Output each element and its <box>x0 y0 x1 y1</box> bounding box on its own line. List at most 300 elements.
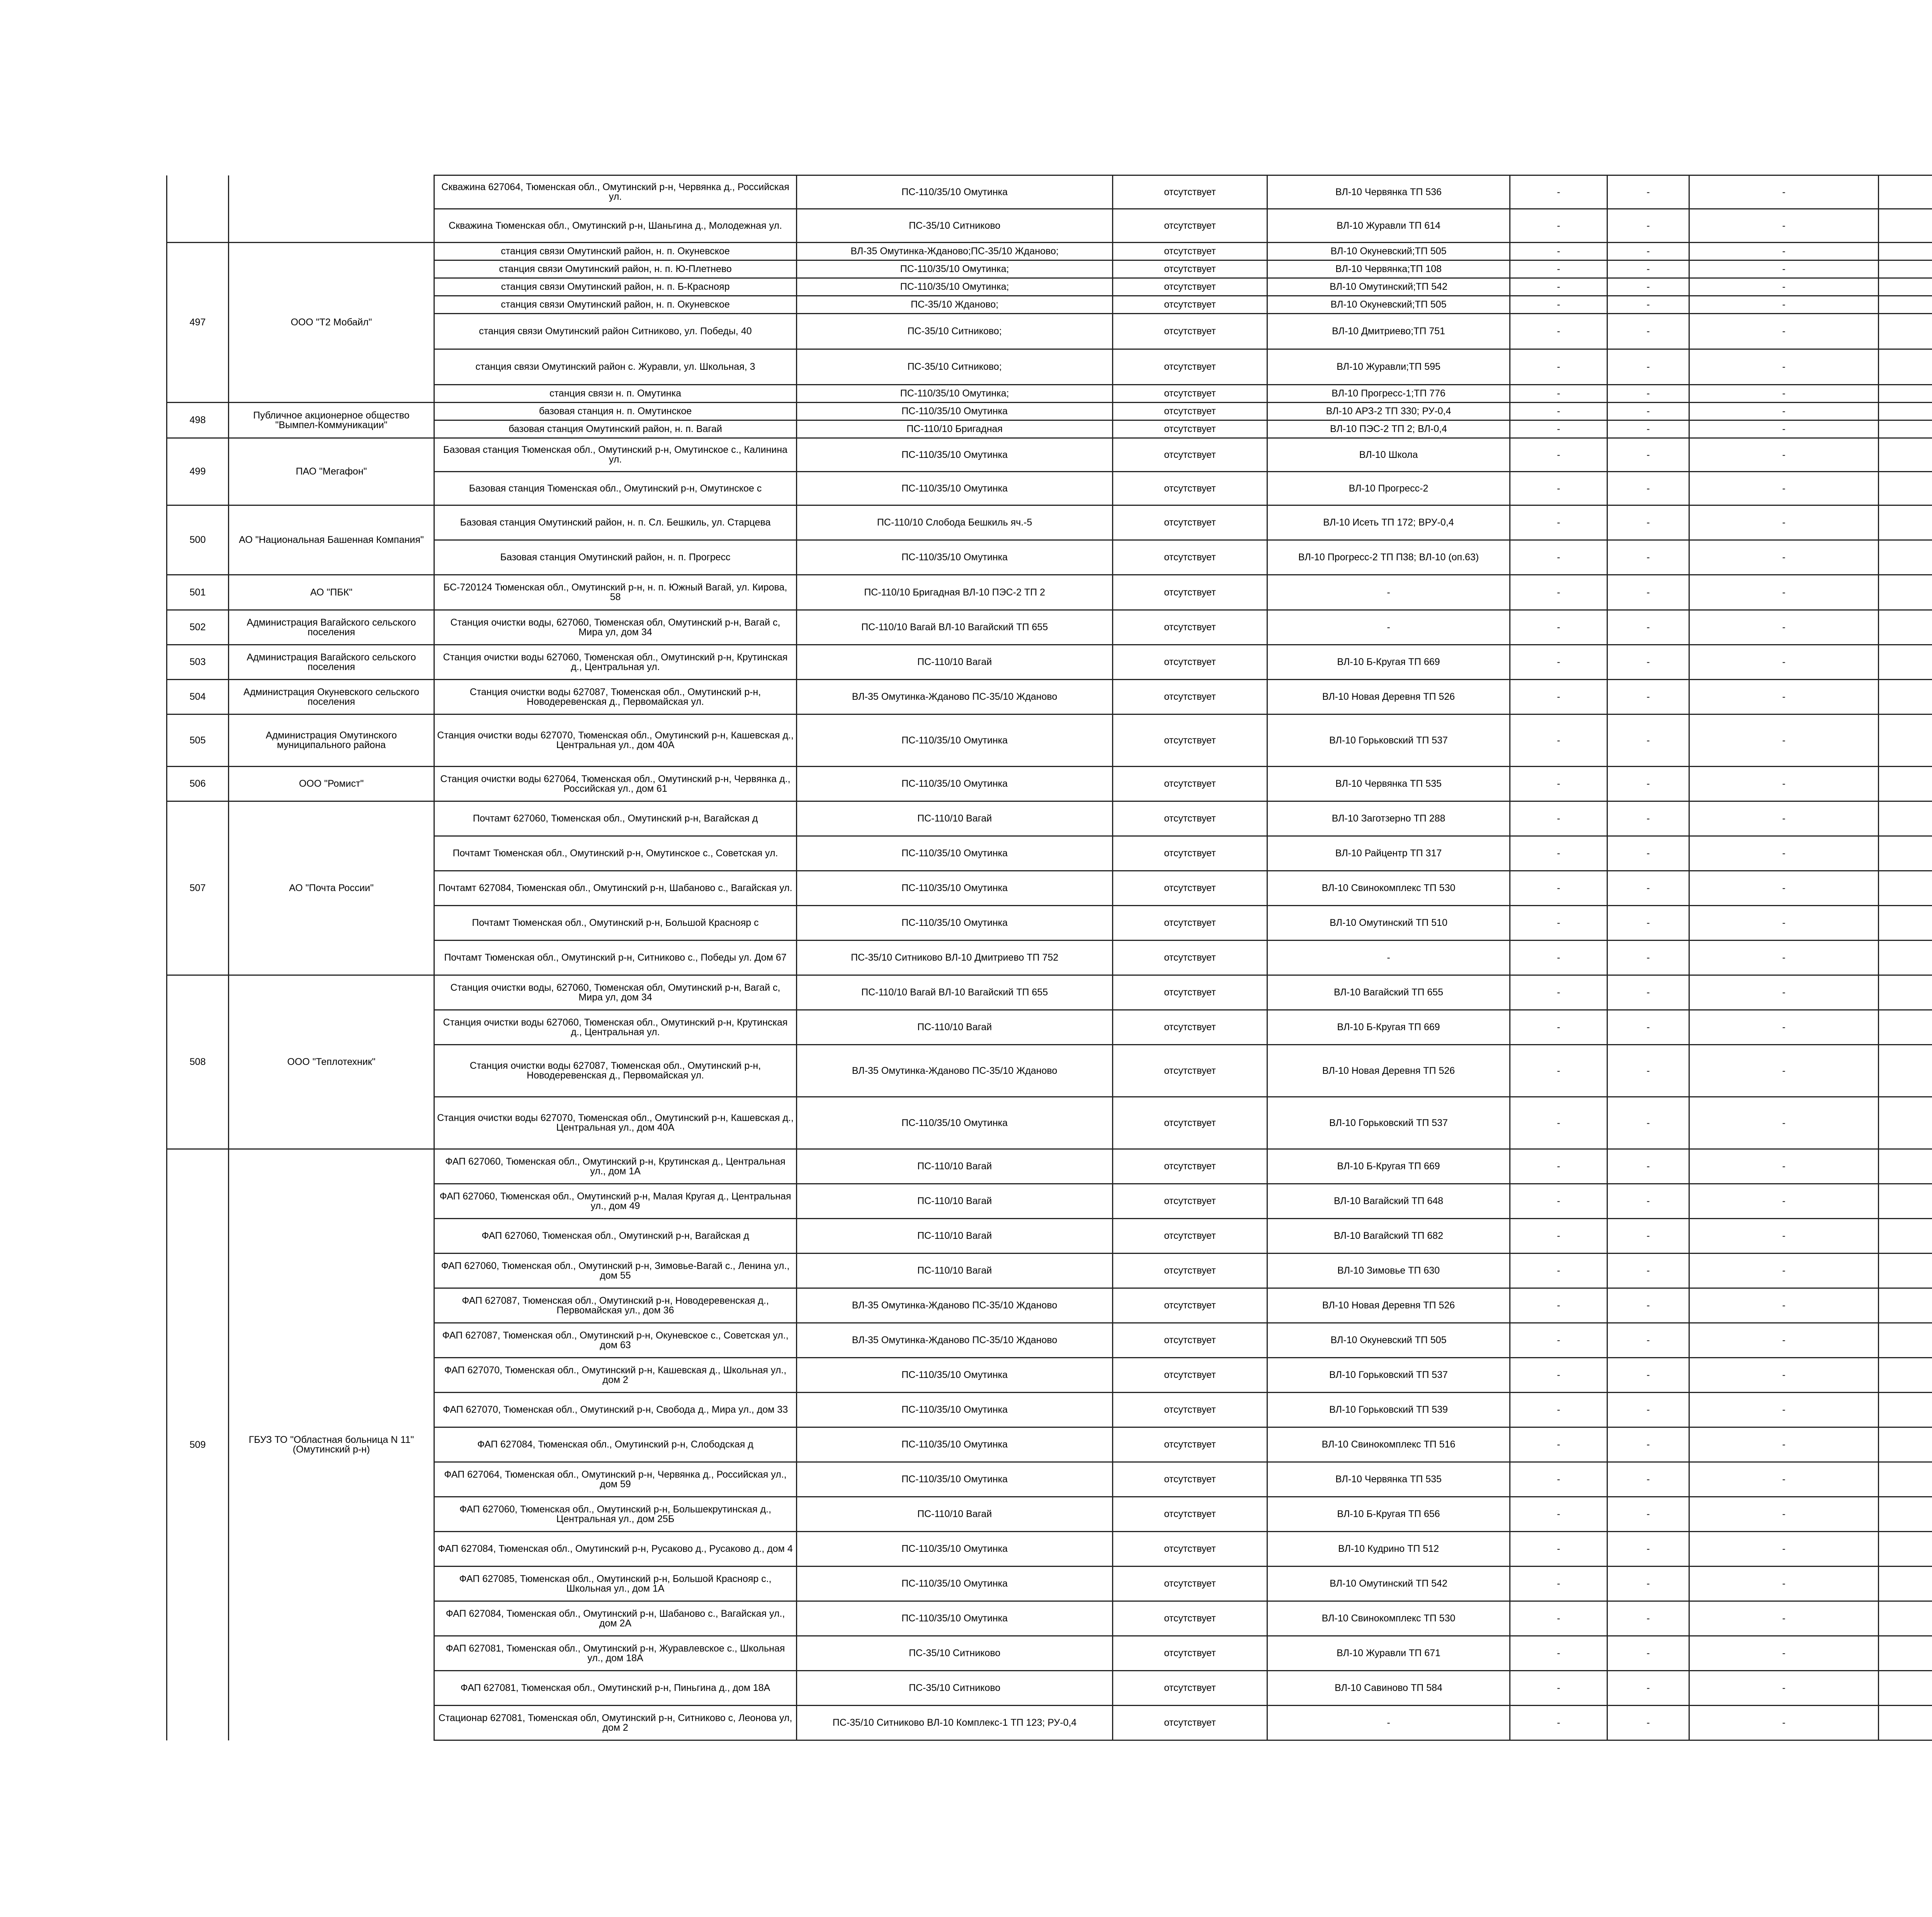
organization-cell: ООО "Ромист" <box>229 767 434 801</box>
supply-center-cell: ВЛ-35 Омутинка-Жданово ПС-35/10 Жданово <box>797 1323 1113 1358</box>
value-cell: - <box>1510 1323 1607 1358</box>
value-cell <box>1879 243 1932 260</box>
line-cell: ВЛ-10 Б-Кругая ТП 669 <box>1267 1149 1510 1184</box>
value-cell: - <box>1510 1184 1607 1219</box>
supply-center-cell: ПС-110/10 Вагай <box>797 1497 1113 1532</box>
row-number-cell: 500 <box>167 505 229 575</box>
value-cell <box>1879 472 1932 505</box>
supply-center-cell: ПС-110/10 Вагай <box>797 801 1113 836</box>
supply-center-cell: ПС-35/10 Ситниково; <box>797 349 1113 385</box>
line-cell: ВЛ-10 Прогресс-2 ТП П38; ВЛ-10 (оп.63) <box>1267 540 1510 575</box>
object-cell: ФАП 627064, Тюменская обл., Омутинский р-н, Червянка д., Российская ул., дом 59 <box>434 1462 797 1497</box>
absence-cell: отсутствует <box>1113 801 1267 836</box>
value-cell: - <box>1689 1254 1879 1288</box>
value-cell: - <box>1607 1671 1689 1706</box>
object-cell: Базовая станция Омутинский район, н. п. Прогресс <box>434 540 797 575</box>
line-cell: ВЛ-10 Б-Кругая ТП 669 <box>1267 645 1510 680</box>
value-cell: - <box>1510 1497 1607 1532</box>
value-cell <box>1879 1097 1932 1149</box>
absence-cell: отсутствует <box>1113 1358 1267 1393</box>
value-cell: - <box>1689 438 1879 472</box>
object-cell: базовая станция Омутинский район, н. п. Вагай <box>434 420 797 438</box>
line-cell: ВЛ-10 Омутинский ТП 510 <box>1267 906 1510 941</box>
row-number-cell: 509 <box>167 1149 229 1740</box>
value-cell: - <box>1607 314 1689 349</box>
value-cell <box>1879 209 1932 243</box>
absence-cell: отсутствует <box>1113 175 1267 209</box>
object-cell: Почтамт 627060, Тюменская обл., Омутинский р-н, Вагайская д <box>434 801 797 836</box>
value-cell: - <box>1607 941 1689 975</box>
value-cell: - <box>1510 1045 1607 1097</box>
value-cell <box>1879 505 1932 540</box>
table-row <box>167 610 1932 645</box>
value-cell: - <box>1689 1323 1879 1358</box>
line-cell: ВЛ-10 Кудрино ТП 512 <box>1267 1532 1510 1567</box>
value-cell <box>1879 403 1932 420</box>
row-number-cell: 503 <box>167 645 229 680</box>
organization-cell: Администрация Окуневского сельского поселения <box>229 680 434 714</box>
value-cell: - <box>1510 575 1607 610</box>
value-cell: - <box>1510 610 1607 645</box>
value-cell: - <box>1607 296 1689 314</box>
supply-center-cell: ПС-110/35/10 Омутинка <box>797 1601 1113 1636</box>
row-number-cell: 504 <box>167 680 229 714</box>
value-cell: - <box>1607 1706 1689 1740</box>
table-row <box>167 714 1932 767</box>
absence-cell: отсутствует <box>1113 260 1267 278</box>
value-cell: - <box>1510 1288 1607 1323</box>
object-cell: ФАП 627084, Тюменская обл., Омутинский р-н, Слободская д <box>434 1427 797 1462</box>
object-cell: Станция очистки воды 627060, Тюменская обл., Омутинский р-н, Крутинская д., Центральная ул. <box>434 645 797 680</box>
value-cell: - <box>1689 1184 1879 1219</box>
value-cell: - <box>1689 505 1879 540</box>
value-cell: - <box>1510 1254 1607 1288</box>
value-cell: - <box>1510 175 1607 209</box>
value-cell: - <box>1607 975 1689 1010</box>
organization-cell: ГБУЗ ТО "Областная больница N 11" (Омутинский р-н) <box>229 1149 434 1740</box>
object-cell: Станция очистки воды 627087, Тюменская обл., Омутинский р-н, Новодеревенская д., Первомайская ул. <box>434 680 797 714</box>
value-cell: - <box>1689 1497 1879 1532</box>
value-cell: - <box>1607 801 1689 836</box>
line-cell: ВЛ-10 Омутинский;ТП 542 <box>1267 278 1510 296</box>
value-cell: - <box>1607 260 1689 278</box>
row-number-cell: 502 <box>167 610 229 645</box>
supply-center-cell: ПС-35/10 Жданово; <box>797 296 1113 314</box>
table-body <box>167 175 1932 1740</box>
value-cell: - <box>1510 314 1607 349</box>
value-cell: - <box>1689 610 1879 645</box>
value-cell: - <box>1607 349 1689 385</box>
absence-cell: отсутствует <box>1113 1097 1267 1149</box>
supply-center-cell: ПС-35/10 Ситниково ВЛ-10 Комплекс-1 ТП 123; РУ-0,4 <box>797 1706 1113 1740</box>
absence-cell: отсутствует <box>1113 1010 1267 1045</box>
value-cell: - <box>1607 610 1689 645</box>
organization-cell: ПАО "Мегафон" <box>229 438 434 505</box>
value-cell <box>1879 680 1932 714</box>
value-cell <box>1879 1532 1932 1567</box>
line-cell: ВЛ-10 Журавли ТП 614 <box>1267 209 1510 243</box>
object-cell: ФАП 627081, Тюменская обл., Омутинский р-н, Журавлевское с., Школьная ул., дом 18А <box>434 1636 797 1671</box>
value-cell: - <box>1607 1532 1689 1567</box>
object-cell: ФАП 627060, Тюменская обл., Омутинский р-н, Вагайская д <box>434 1219 797 1254</box>
organization-cell: Администрация Вагайского сельского поселения <box>229 645 434 680</box>
data-table <box>166 175 1932 1741</box>
supply-center-cell: ПС-110/35/10 Омутинка; <box>797 385 1113 403</box>
line-cell: ВЛ-10 ПЭС-2 ТП 2; ВЛ-0,4 <box>1267 420 1510 438</box>
absence-cell: отсутствует <box>1113 1254 1267 1288</box>
absence-cell: отсутствует <box>1113 349 1267 385</box>
line-cell: ВЛ-10 Б-Кругая ТП 669 <box>1267 1010 1510 1045</box>
value-cell: - <box>1510 1671 1607 1706</box>
table-row <box>167 767 1932 801</box>
supply-center-cell: ПС-110/10 Вагай <box>797 1184 1113 1219</box>
supply-center-cell: ПС-35/10 Ситниково <box>797 209 1113 243</box>
value-cell <box>1879 1358 1932 1393</box>
value-cell: - <box>1607 1601 1689 1636</box>
absence-cell: отсутствует <box>1113 314 1267 349</box>
supply-center-cell: ВЛ-35 Омутинка-Жданово;ПС-35/10 Жданово; <box>797 243 1113 260</box>
value-cell: - <box>1510 385 1607 403</box>
value-cell: - <box>1689 209 1879 243</box>
value-cell: - <box>1510 801 1607 836</box>
absence-cell: отсутствует <box>1113 1497 1267 1532</box>
supply-center-cell: ПС-110/35/10 Омутинка <box>797 1532 1113 1567</box>
line-cell: ВЛ-10 Червянка ТП 535 <box>1267 1462 1510 1497</box>
object-cell: Почтамт 627084, Тюменская обл., Омутинский р-н, Шабаново с., Вагайская ул. <box>434 871 797 906</box>
supply-center-cell: ВЛ-35 Омутинка-Жданово ПС-35/10 Жданово <box>797 1045 1113 1097</box>
object-cell: ФАП 627070, Тюменская обл., Омутинский р-н, Свобода д., Мира ул., дом 33 <box>434 1393 797 1427</box>
supply-center-cell: ПС-110/10 Бригадная <box>797 420 1113 438</box>
object-cell: ФАП 627085, Тюменская обл., Омутинский р-н, Большой Краснояр с., Школьная ул., дом 1А <box>434 1567 797 1601</box>
object-cell: ФАП 627087, Тюменская обл., Омутинский р-н, Окуневское с., Советская ул., дом 63 <box>434 1323 797 1358</box>
value-cell: - <box>1510 1601 1607 1636</box>
value-cell: - <box>1689 349 1879 385</box>
absence-cell: отсутствует <box>1113 1219 1267 1254</box>
line-cell: ВЛ-10 Прогресс-1;ТП 776 <box>1267 385 1510 403</box>
absence-cell: отсутствует <box>1113 941 1267 975</box>
absence-cell: отсутствует <box>1113 438 1267 472</box>
organization-cell: Администрация Вагайского сельского поселения <box>229 610 434 645</box>
value-cell <box>1879 1323 1932 1358</box>
value-cell: - <box>1607 767 1689 801</box>
object-cell: Станция очистки воды, 627060, Тюменская обл, Омутинский р-н, Вагай с, Мира ул, дом 34 <box>434 610 797 645</box>
supply-center-cell: ПС-110/10 Вагай <box>797 1149 1113 1184</box>
value-cell: - <box>1510 1427 1607 1462</box>
value-cell: - <box>1607 645 1689 680</box>
line-cell: ВЛ-10 Дмитриево;ТП 751 <box>1267 314 1510 349</box>
table-row <box>167 243 1932 260</box>
object-cell: Почтамт Тюменская обл., Омутинский р-н, Омутинское с., Советская ул. <box>434 836 797 871</box>
absence-cell: отсутствует <box>1113 385 1267 403</box>
object-cell: Базовая станция Тюменская обл., Омутинский р-н, Омутинское с., Калинина ул. <box>434 438 797 472</box>
supply-center-cell: ПС-110/10 Вагай ВЛ-10 Вагайский ТП 655 <box>797 975 1113 1010</box>
row-number-cell: 506 <box>167 767 229 801</box>
supply-center-cell: ПС-110/10 Бригадная ВЛ-10 ПЭС-2 ТП 2 <box>797 575 1113 610</box>
value-cell: - <box>1607 438 1689 472</box>
value-cell: - <box>1689 420 1879 438</box>
value-cell: - <box>1607 472 1689 505</box>
value-cell: - <box>1607 540 1689 575</box>
value-cell: - <box>1607 1567 1689 1601</box>
organization-cell: Администрация Омутинского муниципального района <box>229 714 434 767</box>
value-cell: - <box>1510 349 1607 385</box>
value-cell <box>1879 1393 1932 1427</box>
value-cell <box>1879 1497 1932 1532</box>
value-cell: - <box>1607 871 1689 906</box>
absence-cell: отсутствует <box>1113 871 1267 906</box>
supply-center-cell: ПС-110/35/10 Омутинка <box>797 175 1113 209</box>
value-cell: - <box>1689 1636 1879 1671</box>
object-cell: БС-720124 Тюменская обл., Омутинский р-н, н. п. Южный Вагай, ул. Кирова, 58 <box>434 575 797 610</box>
value-cell <box>1879 836 1932 871</box>
value-cell: - <box>1607 1393 1689 1427</box>
value-cell: - <box>1607 1045 1689 1097</box>
line-cell: ВЛ-10 Горьковский ТП 539 <box>1267 1393 1510 1427</box>
value-cell: - <box>1607 243 1689 260</box>
value-cell <box>1879 260 1932 278</box>
value-cell <box>1879 906 1932 941</box>
absence-cell: отсутствует <box>1113 1427 1267 1462</box>
value-cell <box>1879 645 1932 680</box>
object-cell: Станция очистки воды, 627060, Тюменская обл, Омутинский р-н, Вагай с, Мира ул, дом 34 <box>434 975 797 1010</box>
object-cell: ФАП 627060, Тюменская обл., Омутинский р-н, Малая Кругая д., Центральная ул., дом 49 <box>434 1184 797 1219</box>
absence-cell: отсутствует <box>1113 645 1267 680</box>
value-cell: - <box>1607 1184 1689 1219</box>
supply-center-cell: ПС-110/35/10 Омутинка <box>797 540 1113 575</box>
value-cell: - <box>1510 1462 1607 1497</box>
supply-center-cell: ПС-110/35/10 Омутинка <box>797 1097 1113 1149</box>
absence-cell: отсутствует <box>1113 1601 1267 1636</box>
value-cell <box>1879 1010 1932 1045</box>
value-cell: - <box>1689 1045 1879 1097</box>
value-cell: - <box>1689 801 1879 836</box>
line-cell: ВЛ-10 Вагайский ТП 682 <box>1267 1219 1510 1254</box>
value-cell: - <box>1689 1462 1879 1497</box>
absence-cell: отсутствует <box>1113 1288 1267 1323</box>
value-cell: - <box>1510 871 1607 906</box>
value-cell: - <box>1607 1219 1689 1254</box>
value-cell: - <box>1510 278 1607 296</box>
absence-cell: отсутствует <box>1113 296 1267 314</box>
value-cell: - <box>1689 175 1879 209</box>
absence-cell: отсутствует <box>1113 610 1267 645</box>
line-cell: ВЛ-10 Журавли;ТП 595 <box>1267 349 1510 385</box>
line-cell: ВЛ-10 АРЗ-2 ТП 330; РУ-0,4 <box>1267 403 1510 420</box>
supply-center-cell: ПС-110/35/10 Омутинка; <box>797 260 1113 278</box>
line-cell: ВЛ-10 Червянка;ТП 108 <box>1267 260 1510 278</box>
value-cell: - <box>1607 1149 1689 1184</box>
table-row <box>167 505 1932 540</box>
supply-center-cell: ПС-110/35/10 Омутинка <box>797 836 1113 871</box>
absence-cell: отсутствует <box>1113 209 1267 243</box>
organization-cell: АО "ПБК" <box>229 575 434 610</box>
absence-cell: отсутствует <box>1113 472 1267 505</box>
object-cell: ФАП 627070, Тюменская обл., Омутинский р-н, Кашевская д., Школьная ул., дом 2 <box>434 1358 797 1393</box>
row-number-cell: 505 <box>167 714 229 767</box>
value-cell: - <box>1607 175 1689 209</box>
supply-center-cell: ПС-110/35/10 Омутинка; <box>797 278 1113 296</box>
object-cell: Станция очистки воды 627064, Тюменская обл., Омутинский р-н, Червянка д., Российская ул., дом 61 <box>434 767 797 801</box>
table-row <box>167 403 1932 420</box>
value-cell: - <box>1689 941 1879 975</box>
value-cell: - <box>1689 767 1879 801</box>
absence-cell: отсутствует <box>1113 1532 1267 1567</box>
line-cell: ВЛ-10 Окуневский ТП 505 <box>1267 1323 1510 1358</box>
object-cell: ФАП 627060, Тюменская обл., Омутинский р-н, Большекрутинская д., Центральная ул., дом 25Б <box>434 1497 797 1532</box>
value-cell: - <box>1607 209 1689 243</box>
supply-center-cell: ПС-35/10 Ситниково ВЛ-10 Дмитриево ТП 752 <box>797 941 1113 975</box>
supply-center-cell: ПС-110/10 Вагай <box>797 1254 1113 1288</box>
object-cell: Базовая станция Тюменская обл., Омутинский р-н, Омутинское с <box>434 472 797 505</box>
supply-center-cell: ПС-110/35/10 Омутинка <box>797 871 1113 906</box>
object-cell: Почтамт Тюменская обл., Омутинский р-н, Большой Краснояр с <box>434 906 797 941</box>
table-row <box>167 575 1932 610</box>
value-cell: - <box>1510 296 1607 314</box>
absence-cell: отсутствует <box>1113 680 1267 714</box>
value-cell: - <box>1689 1288 1879 1323</box>
table-row <box>167 975 1932 1010</box>
value-cell: - <box>1510 1149 1607 1184</box>
line-cell: ВЛ-10 Горьковский ТП 537 <box>1267 714 1510 767</box>
object-cell: ФАП 627060, Тюменская обл., Омутинский р-н, Зимовье-Вагай с., Ленина ул., дом 55 <box>434 1254 797 1288</box>
supply-center-cell: ПС-110/35/10 Омутинка <box>797 1358 1113 1393</box>
supply-center-cell: ПС-110/35/10 Омутинка <box>797 1567 1113 1601</box>
table-row <box>167 645 1932 680</box>
organization-cell: ООО "Теплотехник" <box>229 975 434 1149</box>
value-cell: - <box>1510 1636 1607 1671</box>
value-cell: - <box>1607 1010 1689 1045</box>
absence-cell: отсутствует <box>1113 505 1267 540</box>
value-cell: - <box>1689 243 1879 260</box>
supply-center-cell: ПС-110/35/10 Омутинка <box>797 403 1113 420</box>
absence-cell: отсутствует <box>1113 575 1267 610</box>
line-cell: ВЛ-10 Савиново ТП 584 <box>1267 1671 1510 1706</box>
value-cell: - <box>1689 714 1879 767</box>
line-cell: ВЛ-10 Окуневский;ТП 505 <box>1267 243 1510 260</box>
value-cell: - <box>1510 906 1607 941</box>
value-cell <box>1879 1462 1932 1497</box>
organization-cell: ООО "Т2 Мобайл" <box>229 243 434 403</box>
object-cell: ФАП 627081, Тюменская обл., Омутинский р-н, Пиньгина д., дом 18А <box>434 1671 797 1706</box>
object-cell: Станция очистки воды 627070, Тюменская обл., Омутинский р-н, Кашевская д., Центральная ул., дом 40А <box>434 714 797 767</box>
value-cell <box>1879 438 1932 472</box>
value-cell <box>1879 1254 1932 1288</box>
object-cell: ФАП 627087, Тюменская обл., Омутинский р-н, Новодеревенская д., Первомайская ул., дом 36 <box>434 1288 797 1323</box>
line-cell: ВЛ-10 Новая Деревня ТП 526 <box>1267 1288 1510 1323</box>
absence-cell: отсутствует <box>1113 1706 1267 1740</box>
row-number-cell: 498 <box>167 403 229 438</box>
value-cell <box>1879 1706 1932 1740</box>
value-cell: - <box>1689 1671 1879 1706</box>
supply-center-cell: ПС-110/10 Вагай <box>797 1219 1113 1254</box>
value-cell <box>1879 1288 1932 1323</box>
value-cell <box>1879 941 1932 975</box>
row-number-cell: 507 <box>167 801 229 975</box>
organization-cell: АО "Национальная Башенная Компания" <box>229 505 434 575</box>
value-cell: - <box>1689 1706 1879 1740</box>
value-cell: - <box>1607 420 1689 438</box>
supply-center-cell: ПС-35/10 Ситниково <box>797 1636 1113 1671</box>
organization-cell: Публичное акционерное общество "Вымпел-Коммуникации" <box>229 403 434 438</box>
absence-cell: отсутствует <box>1113 1149 1267 1184</box>
value-cell: - <box>1510 941 1607 975</box>
value-cell: - <box>1510 1097 1607 1149</box>
absence-cell: отсутствует <box>1113 403 1267 420</box>
value-cell: - <box>1607 1497 1689 1532</box>
line-cell: ВЛ-10 Свинокомплекс ТП 516 <box>1267 1427 1510 1462</box>
object-cell: Скважина Тюменская обл., Омутинский р-н, Шаньгина д., Молодежная ул. <box>434 209 797 243</box>
value-cell: - <box>1689 575 1879 610</box>
object-cell: ФАП 627060, Тюменская обл., Омутинский р-н, Крутинская д., Центральная ул., дом 1А <box>434 1149 797 1184</box>
value-cell: - <box>1510 1393 1607 1427</box>
line-cell: ВЛ-10 Червянка ТП 536 <box>1267 175 1510 209</box>
line-cell: - <box>1267 575 1510 610</box>
value-cell: - <box>1607 1636 1689 1671</box>
supply-center-cell: ПС-110/35/10 Омутинка <box>797 767 1113 801</box>
object-cell: станция связи Омутинский район, н. п. Ю-Плетнево <box>434 260 797 278</box>
value-cell <box>1879 575 1932 610</box>
line-cell: - <box>1267 1706 1510 1740</box>
line-cell: ВЛ-10 Заготзерно ТП 288 <box>1267 801 1510 836</box>
value-cell: - <box>1510 420 1607 438</box>
table-row <box>167 801 1932 836</box>
supply-center-cell: ПС-110/35/10 Омутинка <box>797 1427 1113 1462</box>
absence-cell: отсутствует <box>1113 1045 1267 1097</box>
table-row <box>167 175 1932 209</box>
value-cell: - <box>1689 1393 1879 1427</box>
object-cell: Станция очистки воды 627060, Тюменская обл., Омутинский р-н, Крутинская д., Центральная ул. <box>434 1010 797 1045</box>
object-cell: станция связи Омутинский район Ситниково, ул. Победы, 40 <box>434 314 797 349</box>
value-cell: - <box>1689 472 1879 505</box>
absence-cell: отсутствует <box>1113 278 1267 296</box>
value-cell: - <box>1689 1601 1879 1636</box>
value-cell <box>1879 1149 1932 1184</box>
object-cell: Станция очистки воды 627070, Тюменская обл., Омутинский р-н, Кашевская д., Центральная ул., дом 40А <box>434 1097 797 1149</box>
value-cell: - <box>1607 1097 1689 1149</box>
supply-center-cell: ПС-110/35/10 Омутинка <box>797 472 1113 505</box>
absence-cell: отсутствует <box>1113 420 1267 438</box>
value-cell <box>1879 278 1932 296</box>
table-row <box>167 680 1932 714</box>
row-number-cell <box>167 175 229 243</box>
line-cell: ВЛ-10 Окуневский;ТП 505 <box>1267 296 1510 314</box>
object-cell: станция связи Омутинский район с. Журавли, ул. Школьная, 3 <box>434 349 797 385</box>
value-cell: - <box>1689 1149 1879 1184</box>
line-cell: ВЛ-10 Райцентр ТП 317 <box>1267 836 1510 871</box>
value-cell <box>1879 610 1932 645</box>
organization-cell: АО "Почта России" <box>229 801 434 975</box>
supply-center-cell: ПС-110/10 Вагай <box>797 645 1113 680</box>
value-cell: - <box>1689 645 1879 680</box>
object-cell: станция связи Омутинский район, н. п. Б-Краснояр <box>434 278 797 296</box>
value-cell <box>1879 975 1932 1010</box>
value-cell: - <box>1510 1532 1607 1567</box>
table-row <box>167 1149 1932 1184</box>
value-cell: - <box>1607 1288 1689 1323</box>
value-cell: - <box>1689 403 1879 420</box>
object-cell: ФАП 627084, Тюменская обл., Омутинский р-н, Русаково д., Русаково д., дом 4 <box>434 1532 797 1567</box>
absence-cell: отсутствует <box>1113 1393 1267 1427</box>
value-cell <box>1879 1671 1932 1706</box>
value-cell: - <box>1689 906 1879 941</box>
value-cell: - <box>1510 260 1607 278</box>
value-cell: - <box>1510 438 1607 472</box>
row-number-cell: 499 <box>167 438 229 505</box>
value-cell: - <box>1510 505 1607 540</box>
value-cell: - <box>1689 1010 1879 1045</box>
value-cell: - <box>1607 836 1689 871</box>
value-cell: - <box>1607 505 1689 540</box>
